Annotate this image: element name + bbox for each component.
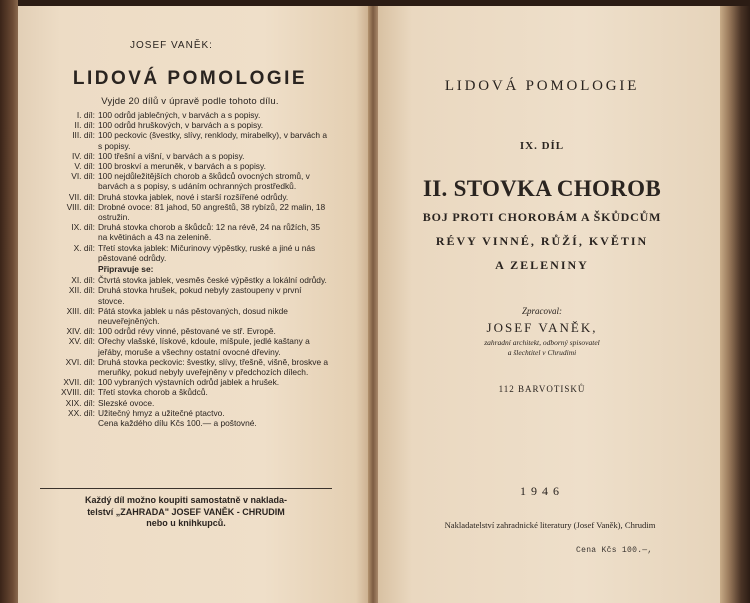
volume-description: Druhá stovka peckovic: švestky, slívy, třešně, višně, broskve a meruňky, pokud nebyly uveřejněny v předchozích dílech. <box>98 356 329 378</box>
series-title: LIDOVÁ POMOLOGIE <box>72 68 308 89</box>
volume-description: Druhá stovka jablek, nové i starší rozšířené odrůdy. <box>98 191 289 202</box>
volume-description: Drobné ovoce: 81 jahod, 50 angreštů, 38 rybízů, 22 malin, 18 ostružin. <box>98 201 326 223</box>
volume-description: 100 peckovic (švestky, slívy, renklody, mirabelky), v barvách a s popisy. <box>98 130 327 151</box>
upcoming-volume-item <box>40 377 330 387</box>
volume-description: Čtvrtá stovka jablek, vesměs české výpěstky a lokální odrůdy. <box>98 275 327 286</box>
price-stamp: Cena Kčs 100.—, <box>576 546 653 555</box>
volume-number: XIV. díl: <box>66 326 95 337</box>
volume-description: Pátá stovka jablek u nás pěstovaných, dosud nikde neuveřejněných. <box>98 305 288 327</box>
volume-number: XIX. díl: <box>65 397 95 408</box>
upcoming-volume-item <box>40 357 330 377</box>
prepared-by-label: Zpracoval: <box>522 306 562 316</box>
publisher-line: Nakladatelství zahradnické literatury (Josef Vaněk), Chrudim <box>444 520 656 530</box>
preparing-heading: Připravuje se: <box>98 264 154 275</box>
volume-item <box>40 171 330 191</box>
volume-number: XVI. díl: <box>65 356 95 367</box>
volume-description: Druhá stovka hrušek, pokud nebyly zastoupeny v první stovce. <box>98 285 302 306</box>
upcoming-volume-item <box>40 306 330 326</box>
volume-number: VIII. díl: <box>66 201 95 212</box>
volume-number: III. díl: <box>72 130 95 141</box>
volume-item <box>40 130 330 150</box>
book-subtitle-line: RÉVY VINNÉ, RŮŽÍ, KVĚTIN <box>435 234 649 248</box>
book-gutter <box>368 6 378 603</box>
volume-number: IV. díl: <box>72 150 95 161</box>
credentials-line: a šlechtitel v Chrudimi <box>507 348 577 357</box>
right-page <box>378 6 720 603</box>
volume-item <box>40 192 330 202</box>
volume-item <box>40 243 330 263</box>
price-note: Cena každého dílu Kčs 100.— a poštovné. <box>98 418 257 429</box>
volume-item <box>40 222 330 242</box>
volume-number: XI. díl: <box>71 275 95 286</box>
volume-description: Slezské ovoce. <box>98 397 155 408</box>
purchase-notice <box>40 488 332 530</box>
volume-description: 100 nejdůležitějších chorob a škůdců ovocných stromů, v barvách a s popisy, s udáním ochranných prostředků. <box>98 171 310 192</box>
volume-description: 100 třešní a višní, v barvách a s popisy. <box>98 150 245 161</box>
volume-item <box>40 120 330 130</box>
volume-description: Užitečný hmyz a užitečné ptactvo. <box>98 407 225 418</box>
volume-description: 100 odrůd jablečných, v barvách a s popisy. <box>98 110 261 120</box>
volume-number: XVII. díl: <box>63 377 95 388</box>
series-subtitle: Vyjde 20 dílů v úpravě podle tohoto dílu. <box>101 96 279 107</box>
upcoming-volume-item <box>40 408 330 418</box>
book-title: II. STOVKA CHOROB <box>423 176 661 201</box>
volume-description: Třetí stovka chorob a škůdců. <box>98 387 208 398</box>
color-plates-count: 112 BARVOTISKŮ <box>498 384 586 394</box>
volume-description: Druhá stovka chorob a škůdců: 12 na révě, 24 na růžích, 35 na květinách a 43 na zelenině. <box>98 222 321 243</box>
book-subtitle-line: A ZELENINY <box>495 258 589 272</box>
volume-description: Třetí stovka jablek: Mičurinovy výpěstky, ruské a jiné u nás pěstované odrůdy. <box>98 242 316 263</box>
volume-number: VI. díl: <box>71 171 95 182</box>
volume-item <box>40 151 330 161</box>
volume-description: 100 vybraných výstavních odrůd jablek a hrušek. <box>98 377 280 388</box>
book-cover-edge-left <box>0 0 18 603</box>
volume-number: XX. díl: <box>68 407 95 418</box>
purchase-notice-line: telství „ZAHRADA" JOSEF VANĚK - CHRUDIM <box>87 506 285 517</box>
title-page-series: LIDOVÁ POMOLOGIE <box>444 78 640 94</box>
purchase-notice-line: Každý díl možno koupiti samostatně v naklada- <box>84 495 288 505</box>
editor-name: JOSEF VANĚK, <box>486 320 598 335</box>
purchase-notice-line: nebo u knihkupců. <box>146 518 226 528</box>
credentials-line: zahradní architekt, odborný spisovatel <box>484 338 600 347</box>
series-author: JOSEF VANĚK: <box>130 40 213 51</box>
volume-number: V. díl: <box>74 161 95 172</box>
volume-item <box>40 110 330 120</box>
volume-number: II. díl: <box>74 120 95 131</box>
editor-credentials <box>392 338 692 358</box>
volume-number: VII. díl: <box>68 191 95 202</box>
volume-item <box>40 161 330 171</box>
volume-number: I. díl: <box>76 110 95 120</box>
volume-description: Ořechy vlašské, lískové, kdoule, míšpule, jedlé kaštany a jeřáby, moruše a všechny ostatní ovocné dřeviny. <box>98 336 310 357</box>
upcoming-volume-item <box>40 326 330 336</box>
volume-list <box>40 110 330 428</box>
upcoming-volume-item <box>40 398 330 408</box>
publication-year: 1946 <box>520 484 564 498</box>
book-subtitle-line: BOJ PROTI CHOROBÁM A ŠKŮDCŮM <box>422 210 662 224</box>
volume-number: X. díl: <box>73 242 95 253</box>
volume-number: XVIII. díl: <box>61 387 95 398</box>
volume-number: XII. díl: <box>68 285 95 296</box>
part-number: IX. DÍL <box>519 140 565 152</box>
upcoming-volume-item <box>40 336 330 356</box>
volume-description: 100 broskví a meruněk, v barvách a s popisy. <box>98 161 266 172</box>
volume-number: XIII. díl: <box>66 305 95 316</box>
volume-description: 100 odrůd révy vinné, pěstované ve stř. Evropě. <box>98 326 276 337</box>
volume-number: IX. díl: <box>71 222 95 233</box>
upcoming-volume-item <box>40 387 330 397</box>
volume-number: XV. díl: <box>68 336 95 347</box>
volume-description: 100 odrůd hruškových, v barvách a s popisy. <box>98 120 264 131</box>
book-cover-edge-right <box>720 6 750 603</box>
upcoming-volume-item <box>40 285 330 305</box>
volume-item <box>40 202 330 222</box>
upcoming-volume-item <box>40 275 330 285</box>
